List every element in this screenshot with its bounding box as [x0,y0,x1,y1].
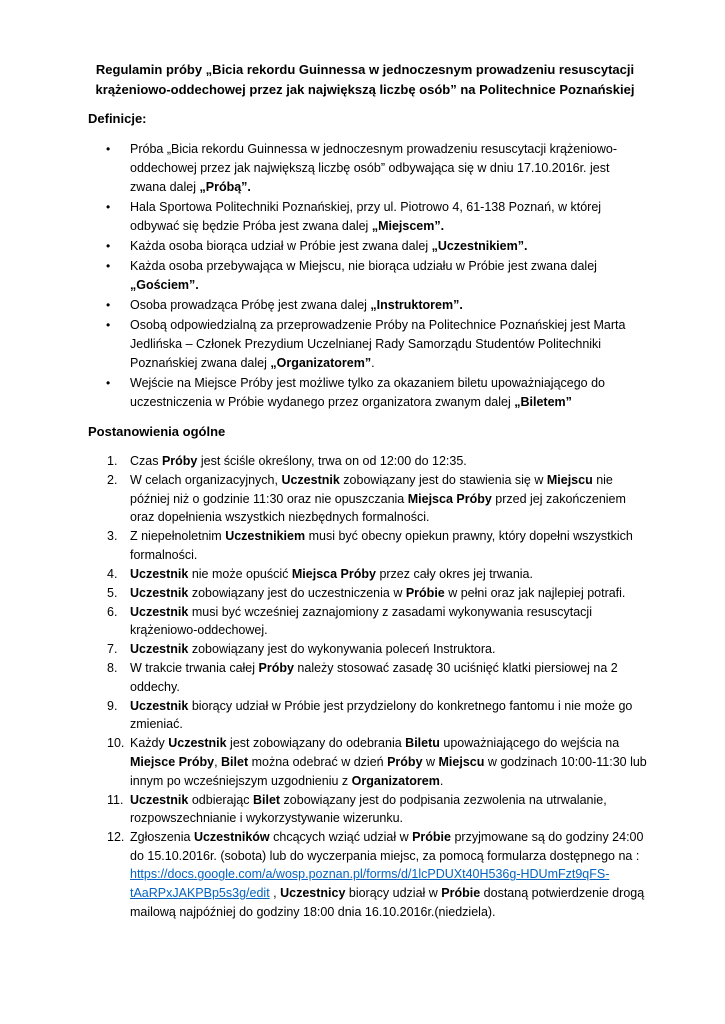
rule-text: biorący udział w [345,885,442,900]
rule-text: w [422,755,439,770]
rule-item [88,584,648,603]
defined-term: „Próbą”. [199,180,251,194]
rule-text: w godzinach 10:00-11:30 lub innym po wcześniejszym uzgodnieniu z [130,755,647,788]
definition-text: Każda osoba biorąca udział w Próbie jest zwana dalej [130,239,432,253]
rule-term: Miejsca Próby [291,566,376,581]
form-link[interactable]: https://docs.google.com/a/wosp.poznan.pl/forms/d/1lcPDUXt40H536g-HDUmFzt9qFS-tAaRPxJAKPBp5s3g/edit [130,867,610,900]
rule-term: Próby [258,661,294,676]
definition-item [88,237,648,256]
rule-text: musi być wcześniej zaznajomiony z zasadami wykonywania resuscytacji krążeniowo-oddechowej. [130,604,592,638]
rule-term: Miejsca Próby [407,491,492,506]
rule-text: należy stosować zasadę 30 uciśnięć klatki piersiowej na 2 oddechy. [130,661,618,694]
rule-text: przez cały okres jej trwania. [375,566,533,581]
definition-item [88,257,648,295]
rule-number: 5. [107,585,118,600]
rule-text: upoważniającego do wejścia na [439,736,620,751]
rule-text: Czas [130,454,162,468]
rule-text: nie później niż o godzinie 11:30 oraz nie opuszczania [130,472,613,506]
rule-text: w pełni oraz jak najlepiej potrafi. [444,585,626,600]
rule-text: jest zobowiązany do odebrania [226,736,406,751]
rule-text: chcących wziąć udział w [269,830,413,845]
document-title: Regulamin próby „Bicia rekordu Guinnessa w jednoczesnym prowadzeniu resuscytacji krążeniowo-oddechowej przez jak największą liczbę osób” na Politechnice Poznańskiej [95,62,635,97]
rule-number: 4. [107,566,118,581]
rule-item [88,828,648,921]
rule-term: Próbie [441,885,481,900]
definition-text: Hala Sportowa Politechniki Poznańskiej, przy ul. Piotrowo 4, 61-138 Poznań, w której odbywać się będzie Próba jest zwana dalej [130,200,602,233]
rule-item [88,697,648,734]
rule-text: dostaną potwierdzenie drogą mailową najpóźniej do godziny 18:00 dnia 16.10.2016r.(niedziela). [130,885,645,919]
bullet-icon: • [106,239,111,253]
rule-item [88,640,648,659]
definition-item [88,198,648,236]
defined-term: „Gościem”. [130,278,199,292]
bullet-icon: • [106,318,111,332]
rule-term: Uczestnik [281,472,340,487]
rule-item [88,471,648,527]
rule-number: 3. [107,529,118,544]
definition-text: Wejście na Miejsce Próby jest możliwe tylko za okazaniem biletu upoważniającego do uczestniczenia w Próbie wydanego przez organizatora zwanym dalej [130,376,605,409]
rule-term: Próby [387,755,423,770]
rule-item [88,452,648,471]
defined-term: „Uczestnikiem”. [431,239,528,253]
defined-term: „Instruktorem”. [370,298,463,312]
rule-term: Uczestnik [130,792,189,807]
rule-text: W celach organizacyjnych, [130,472,282,487]
rule-term: Uczestnikiem [225,529,306,544]
rule-term: Miejscu [546,472,593,487]
bullet-icon: • [106,376,111,390]
rule-term: Uczestnik [130,642,189,657]
rule-item [88,791,648,828]
rule-text: odbierając [188,792,253,807]
bullet-icon: • [106,200,111,214]
definition-item [88,296,648,315]
bullet-icon: • [106,259,111,273]
rule-term: Biletu [405,736,440,751]
rule-text: zobowiązany jest do uczestniczenia w [188,585,406,600]
rule-term: Uczestnicy [280,885,346,900]
rule-term: Uczestników [193,830,270,845]
rule-text: Każdy [130,736,169,751]
rule-text: musi być obecny opiekun prawny, który dopełni wszystkich formalności. [130,529,633,562]
definitions-list [88,140,648,413]
definition-text: Próba „Bicia rekordu Guinnessa w jednoczesnym prowadzeniu resuscytacji krążeniowo-oddechowej przez jak największą liczbę osób” odbywająca się w dniu 17.10.2016r. jest zwana dalej [130,142,618,194]
rule-term: Miejsce Próby [130,755,215,770]
definition-text: Osoba prowadząca Próbę jest zwana dalej [130,298,371,312]
bullet-icon: • [106,142,111,156]
rule-term: Bilet [221,755,249,770]
rule-text: przed jej zakończeniem oraz dopełnienia wszystkich niezbędnych formalności. [130,491,626,525]
rule-number: 1. [107,454,118,468]
rule-term: Uczestnik [130,604,189,619]
rule-number: 10. [107,736,125,751]
rules-list [88,452,648,922]
rule-text: W trakcie trwania całej [130,661,259,676]
rule-text: zobowiązany jest do wykonywania poleceń Instruktora. [188,642,496,657]
rule-text: . [439,773,444,788]
definition-item [88,316,648,373]
rule-term: Próbie [412,830,451,845]
rule-text: zobowiązany jest do podpisania zezwolenia na utrwalanie, rozpowszechnianie i wykorzystywanie wizerunku. [130,792,607,826]
rule-text: Zgłoszenia [130,830,194,845]
rule-term: Bilet [252,792,281,807]
definition-item [88,140,648,197]
bullet-icon: • [106,298,111,312]
rule-number: 2. [107,472,118,487]
rule-text: zobowiązany jest do stawienia się w [339,472,547,487]
rule-text: , [269,885,281,900]
definition-item [88,374,648,412]
rule-term: Organizatorem [351,773,440,788]
rule-item [88,527,648,564]
rule-term: Uczestnik [130,585,189,600]
rule-term: Uczestnik [130,566,189,581]
definition-text: Osobą odpowiedzialną za przeprowadzenie Próby na Politechnice Poznańskiej jest Marta Jedlińska – Członek Prezydium Uczelnianej Rady Samorządu Studentów Politechniki Poznańskiej zwana dalej [130,318,626,370]
rule-term: Próbie [405,585,445,600]
general-provisions-heading: Postanowienia ogólne [88,424,226,439]
rule-item [88,565,648,584]
rule-text: Z niepełnoletnim [130,529,226,544]
defined-term: „Miejscem”. [371,219,445,233]
rule-text: , [214,755,222,770]
definition-text: Każda osoba przebywająca w Miejscu, nie biorąca udziału w Próbie jest zwana dalej [130,259,597,273]
rule-number: 11. [107,792,124,807]
rule-term: Próby [161,454,198,468]
rule-text: nie może opuścić [188,566,292,581]
definition-text-end: . [371,356,375,370]
defined-term: „Organizatorem” [270,356,372,370]
rule-number: 9. [107,698,118,713]
rule-text: przyjmowane są do godziny 24:00 do 15.10.2016r. (sobota) lub do wyczerpania miejsc, za pomocą formularza dostępnego na : [130,830,644,863]
rule-item [88,659,648,696]
rule-text: można odebrać w dzień [248,755,388,770]
rule-text: jest ściśle określony, trwa on od 12:00 do 12:35. [197,454,467,468]
defined-term: „Biletem” [514,395,572,409]
rule-number: 7. [107,642,118,657]
rule-number: 6. [107,604,118,619]
rule-term: Uczestnik [168,736,227,751]
rule-item [88,734,648,790]
definitions-heading: Definicje: [88,111,147,126]
rule-number: 12. [107,830,125,845]
rule-text: biorący udział w Próbie jest przydzielony do konkretnego fantomu i nie może go zmieniać. [130,698,633,732]
rule-number: 8. [107,661,118,676]
rule-term: Uczestnik [130,698,189,713]
rule-item [88,603,648,640]
rule-term: Miejscu [438,755,485,770]
